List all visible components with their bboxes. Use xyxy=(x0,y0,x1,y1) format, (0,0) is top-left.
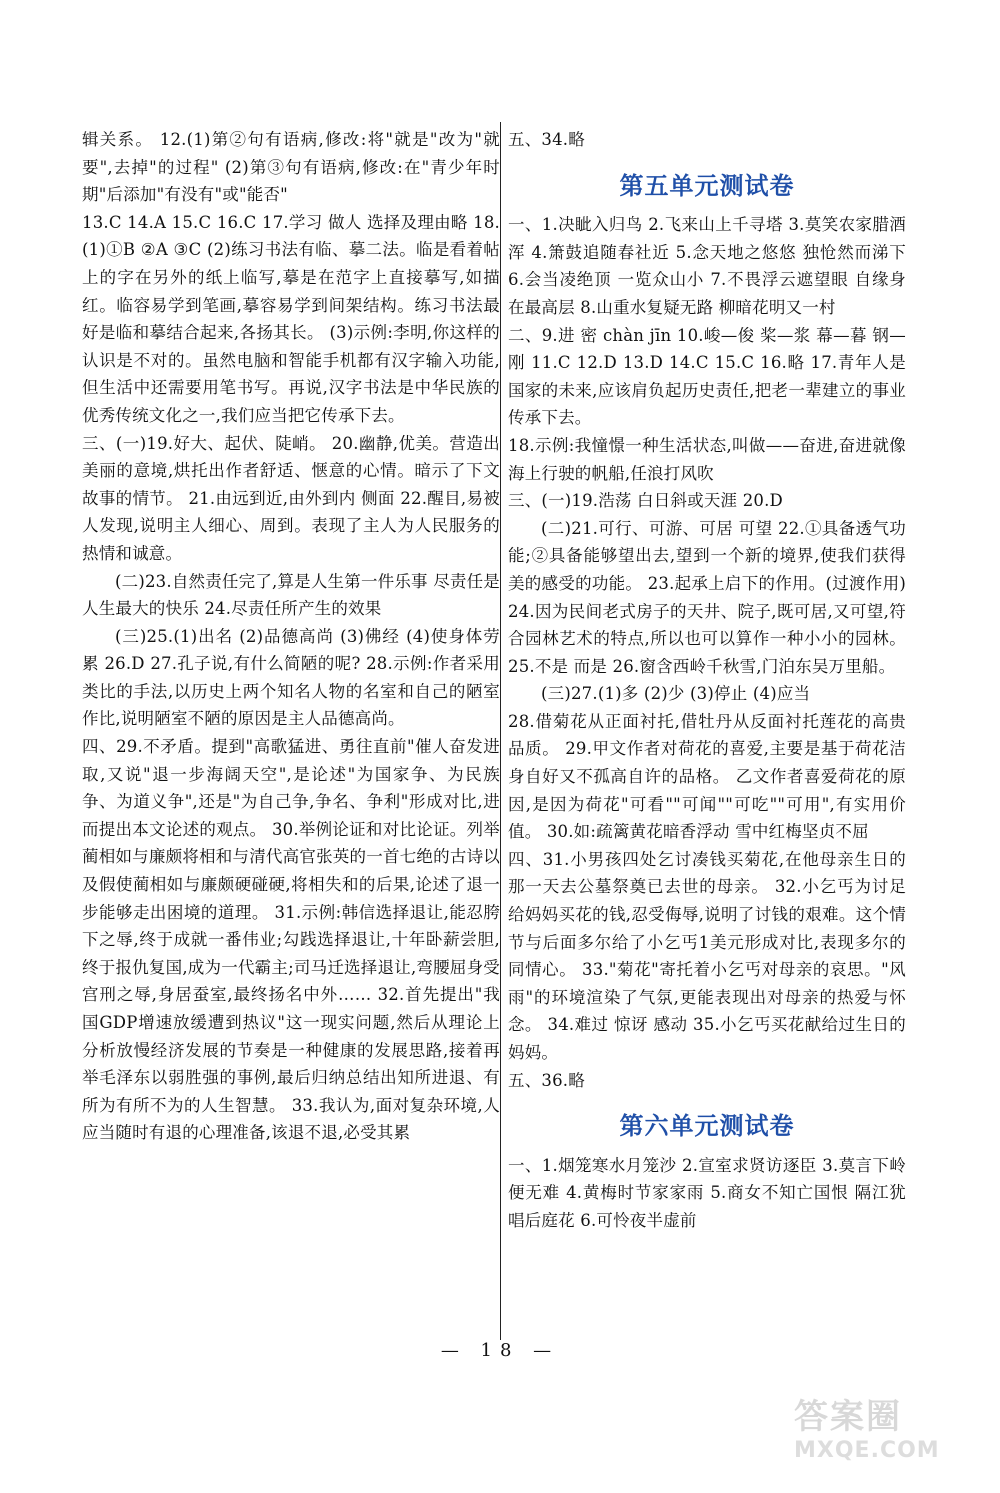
answer-paragraph: (三)27.(1)多 (2)少 (3)停止 (4)应当 xyxy=(541,684,811,704)
answer-paragraph: 18.示例:我憧憬一种生活状态,叫做——奋进,奋进就像海上行驶的帆船,任浪打风吹 xyxy=(508,435,906,483)
left-column xyxy=(82,126,500,1147)
answer-paragraph: 13.C 14.A 15.C 16.C 17.学习 做人 选择及理由略 18.(1)①B ②A ③C (2)练习书法有临、摹二法。临是看着帖上的字在另外的纸上临写,摹是在范字上直接摹写,如描红。临容易学到笔画,摹容易学到间架结构。练习书法最好是临和摹结合起来,各扬其长。 (3)示例:李明,你这样的认识是不对的。虽然电脑和智能手机都有汉字输入功能,但生活中还需要用笔书写。再说,汉字书法是中华民族的优秀传统文化之一,我们应当把它传承下去。 xyxy=(82,212,500,425)
answer-paragraph: 一、1.烟笼寒水月笼沙 2.宣室求贤访逐臣 3.莫言下岭便无难 4.黄梅时节家家雨 5.商女不知亡国恨 隔江犹唱后庭花 6.可怜夜半虚前 xyxy=(508,1155,906,1230)
column-divider xyxy=(500,122,501,1340)
answer-paragraph: 一、1.决眦入归鸟 2.飞来山上千寻塔 3.莫笑农家腊酒浑 4.箫鼓追随春社近 5.念天地之悠悠 独怆然而涕下 6.会当凌绝顶 一览众山小 7.不畏浮云遮望眼 自缘身在最高层 8.山重水复疑无路 柳暗花明又一村 xyxy=(508,215,906,317)
answer-paragraph: 二、9.进 密 chàn jīn 10.峻—俊 桨—浆 幕—暮 钢—刚 11.C 12.D 13.D 14.C 15.C 16.略 17.青年人是国家的未来,应该肩负起历史责任,把老一辈建立的事业传承下去。 xyxy=(508,325,906,428)
watermark-url: MXQE.COM xyxy=(794,1438,940,1463)
answer-paragraph: 四、31.小男孩四处乞讨凑钱买菊花,在他母亲生日的那一天去公墓祭奠已去世的母亲。 32.小乞丐为讨足给妈妈买花的钱,忍受侮辱,说明了讨钱的艰难。这个情节与后面多尔给了小乞丐1美元形成对比,表现多尔的同情心。 33."菊花"寄托着小乞丐对母亲的哀思。"风雨"的环境渲染了气氛,更能表现出对母亲的热爱与怀念。 34.难过 惊讶 感动 35.小乞丐买花献给过生日的妈妈。 xyxy=(508,849,906,1062)
answer-paragraph: 三、(一)19.浩荡 白日斜或天涯 20.D xyxy=(508,491,783,511)
answer-paragraph: (二)21.可行、可游、可居 可望 22.①具备透气功能;②具备能够望出去,望到一个新的境界,使我们获得美的感受的功能。 23.起承上启下的作用。(过渡作用) 24.因为民间老式房子的天井、院子,既可居,又可望,符合园林艺术的特点,所以也可以算作一种小小的园林。 25.不是 而是 26.窗含西岭千秋雪,门泊东吴万里船。 xyxy=(508,518,906,676)
answer-paragraph: 四、29.不矛盾。提到"高歌猛进、勇往直前"催人奋发进取,又说"退一步海阔天空",是论述"为国家争、为民族争、为道义争",还是"为自己争,争名、争利"形成对比,进而提出本文论述的观点。 30.举例论证和对比论证。列举蔺相如与廉颇将相和与清代高官张英的一首七绝的古诗以及假使蔺相如与廉颇硬碰硬,将相失和的后果,论述了退一步能够走出困境的道理。 31.示例:韩信选择退让,能忍胯下之辱,终于成就一番伟业;勾践选择退让,十年卧薪尝胆,终于报仇复国,成为一代霸主;司马迁选择退让,弯腰屈身受宫刑之辱,身居蚕室,最终扬名中外…… 32.首先提出"我国GDP增速放缓遭到热议"这一现实问题,然后从理论上分析放慢经济发展的节奏是一种健康的发展思路,接着再举毛泽东以弱胜强的事例,最后归纳总结出知所进退、有所为有所不为的人生智慧。 33.我认为,面对复杂环境,人应当随时有退的心理准备,该退不退,必受其累 xyxy=(82,737,500,1143)
answer-paragraph: (三)25.(1)出名 (2)品德高尚 (3)佛经 (4)使身体劳累 26.D 27.孔子说,有什么简陋的呢? 28.示例:作者采用类比的手法,以历史上两个知名人物的名室和自己的陋室作比,说明陋室不陋的原因是主人品德高尚。 xyxy=(82,626,500,729)
answer-paragraph: 三、(一)19.好大、起伏、陡峭。 20.幽静,优美。营造出美丽的意境,烘托出作者舒适、惬意的心情。暗示了下文故事的情节。 21.由远到近,由外到内 侧面 22.醒目,易被人发现,说明主人细心、周到。表现了主人为人民服务的热情和诚意。 xyxy=(82,433,500,563)
answer-paragraph: 28.借菊花从正面衬托,借牡丹从反面衬托莲花的高贵品质。 29.甲文作者对荷花的喜爱,主要是基于荷花洁身自好又不孤高自许的品格。 乙文作者喜爱荷花的原因,是因为荷花"可看""可闻""可吃""可用",有实用价值。 30.如:疏篱黄花暗香浮动 雪中红梅坚贞不屈 xyxy=(508,711,906,842)
watermark-logo: 答案圈 xyxy=(794,1397,902,1437)
page-number-value: 18 xyxy=(480,1340,520,1361)
section-title-unit6: 第六单元测试卷 xyxy=(619,1111,795,1141)
answer-paragraph: 五、36.略 xyxy=(508,1070,585,1090)
answer-paragraph: (二)23.自然责任完了,算是人生第一件乐事 尽责任是人生最大的快乐 24.尽责任所产生的效果 xyxy=(82,571,501,619)
answer-paragraph: 辑关系。 12.(1)第②句有语病,修改:将"就是"改为"就要",去掉"的过程" (2)第③句有语病,修改:在"青少年时期"后添加"有没有"或"能否" xyxy=(82,130,500,205)
section-title-unit5: 第五单元测试卷 xyxy=(619,170,795,200)
watermark xyxy=(794,1389,974,1479)
page-number: — 18 — xyxy=(440,1340,560,1361)
right-column xyxy=(508,126,906,1235)
answer-paragraph: 五、34.略 xyxy=(508,130,585,149)
